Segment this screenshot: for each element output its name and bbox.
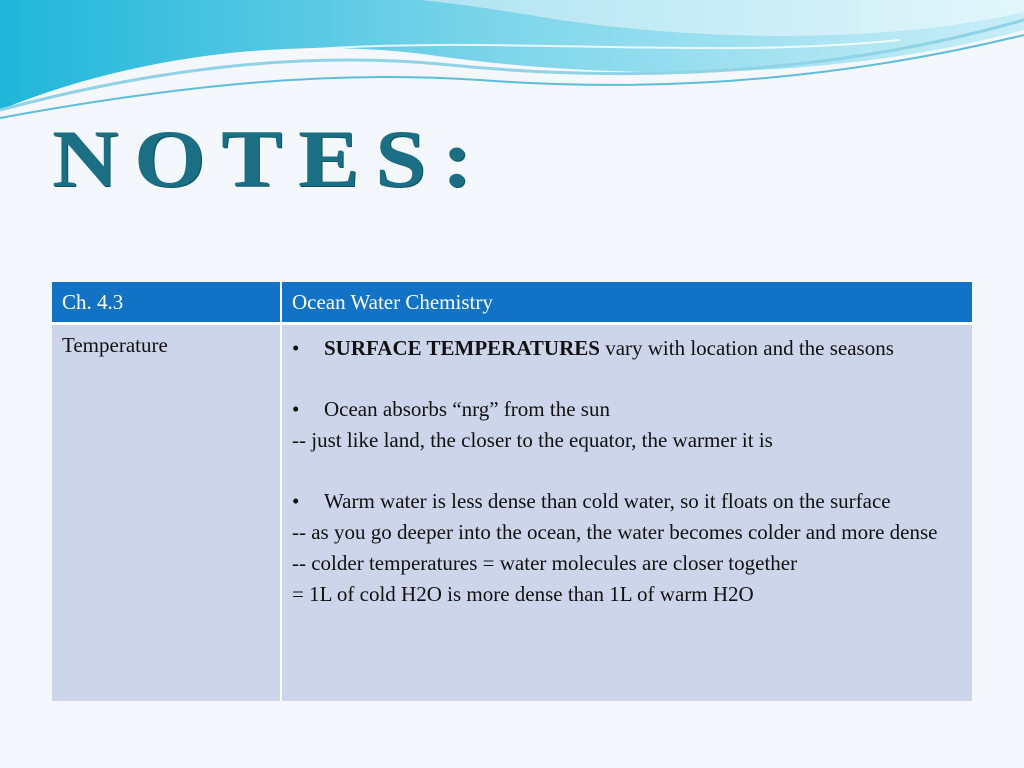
bullet1-bold: SURFACE TEMPERATURES — [324, 336, 600, 360]
table-header-row — [52, 282, 972, 324]
bullet-dot-icon: • — [292, 489, 300, 513]
bullet-dot-icon: • — [292, 397, 300, 421]
bullet1-text: vary with location and the seasons — [599, 336, 894, 360]
note-density: = 1L of cold H2O is more dense than 1L of warm H2O — [292, 582, 754, 606]
row-content — [281, 324, 972, 702]
note-deeper: -- as you go deeper into the ocean, the water becomes colder and more dense — [292, 520, 938, 544]
table-row — [52, 324, 972, 702]
notes-table — [52, 282, 972, 701]
bullet-dot-icon: • — [292, 336, 300, 360]
header-chapter: Ch. 4.3 — [52, 282, 281, 324]
slide-title: NOTES: — [52, 113, 489, 204]
note-equator: -- just like land, the closer to the equator, the warmer it is — [292, 428, 773, 452]
header-topic: Ocean Water Chemistry — [281, 282, 972, 324]
bullet-surface-temps — [292, 333, 962, 364]
wave-banner — [0, 0, 1024, 125]
bullet-warm-water — [292, 486, 962, 517]
bullet-ocean-absorbs — [292, 394, 962, 425]
note-colder: -- colder temperatures = water molecules are closer together — [292, 551, 798, 575]
bullet3-text: Warm water is less dense than cold water, so it floats on the surface — [324, 489, 891, 513]
row-label: Temperature — [52, 324, 281, 702]
bullet2-text: Ocean absorbs “nrg” from the sun — [324, 397, 610, 421]
